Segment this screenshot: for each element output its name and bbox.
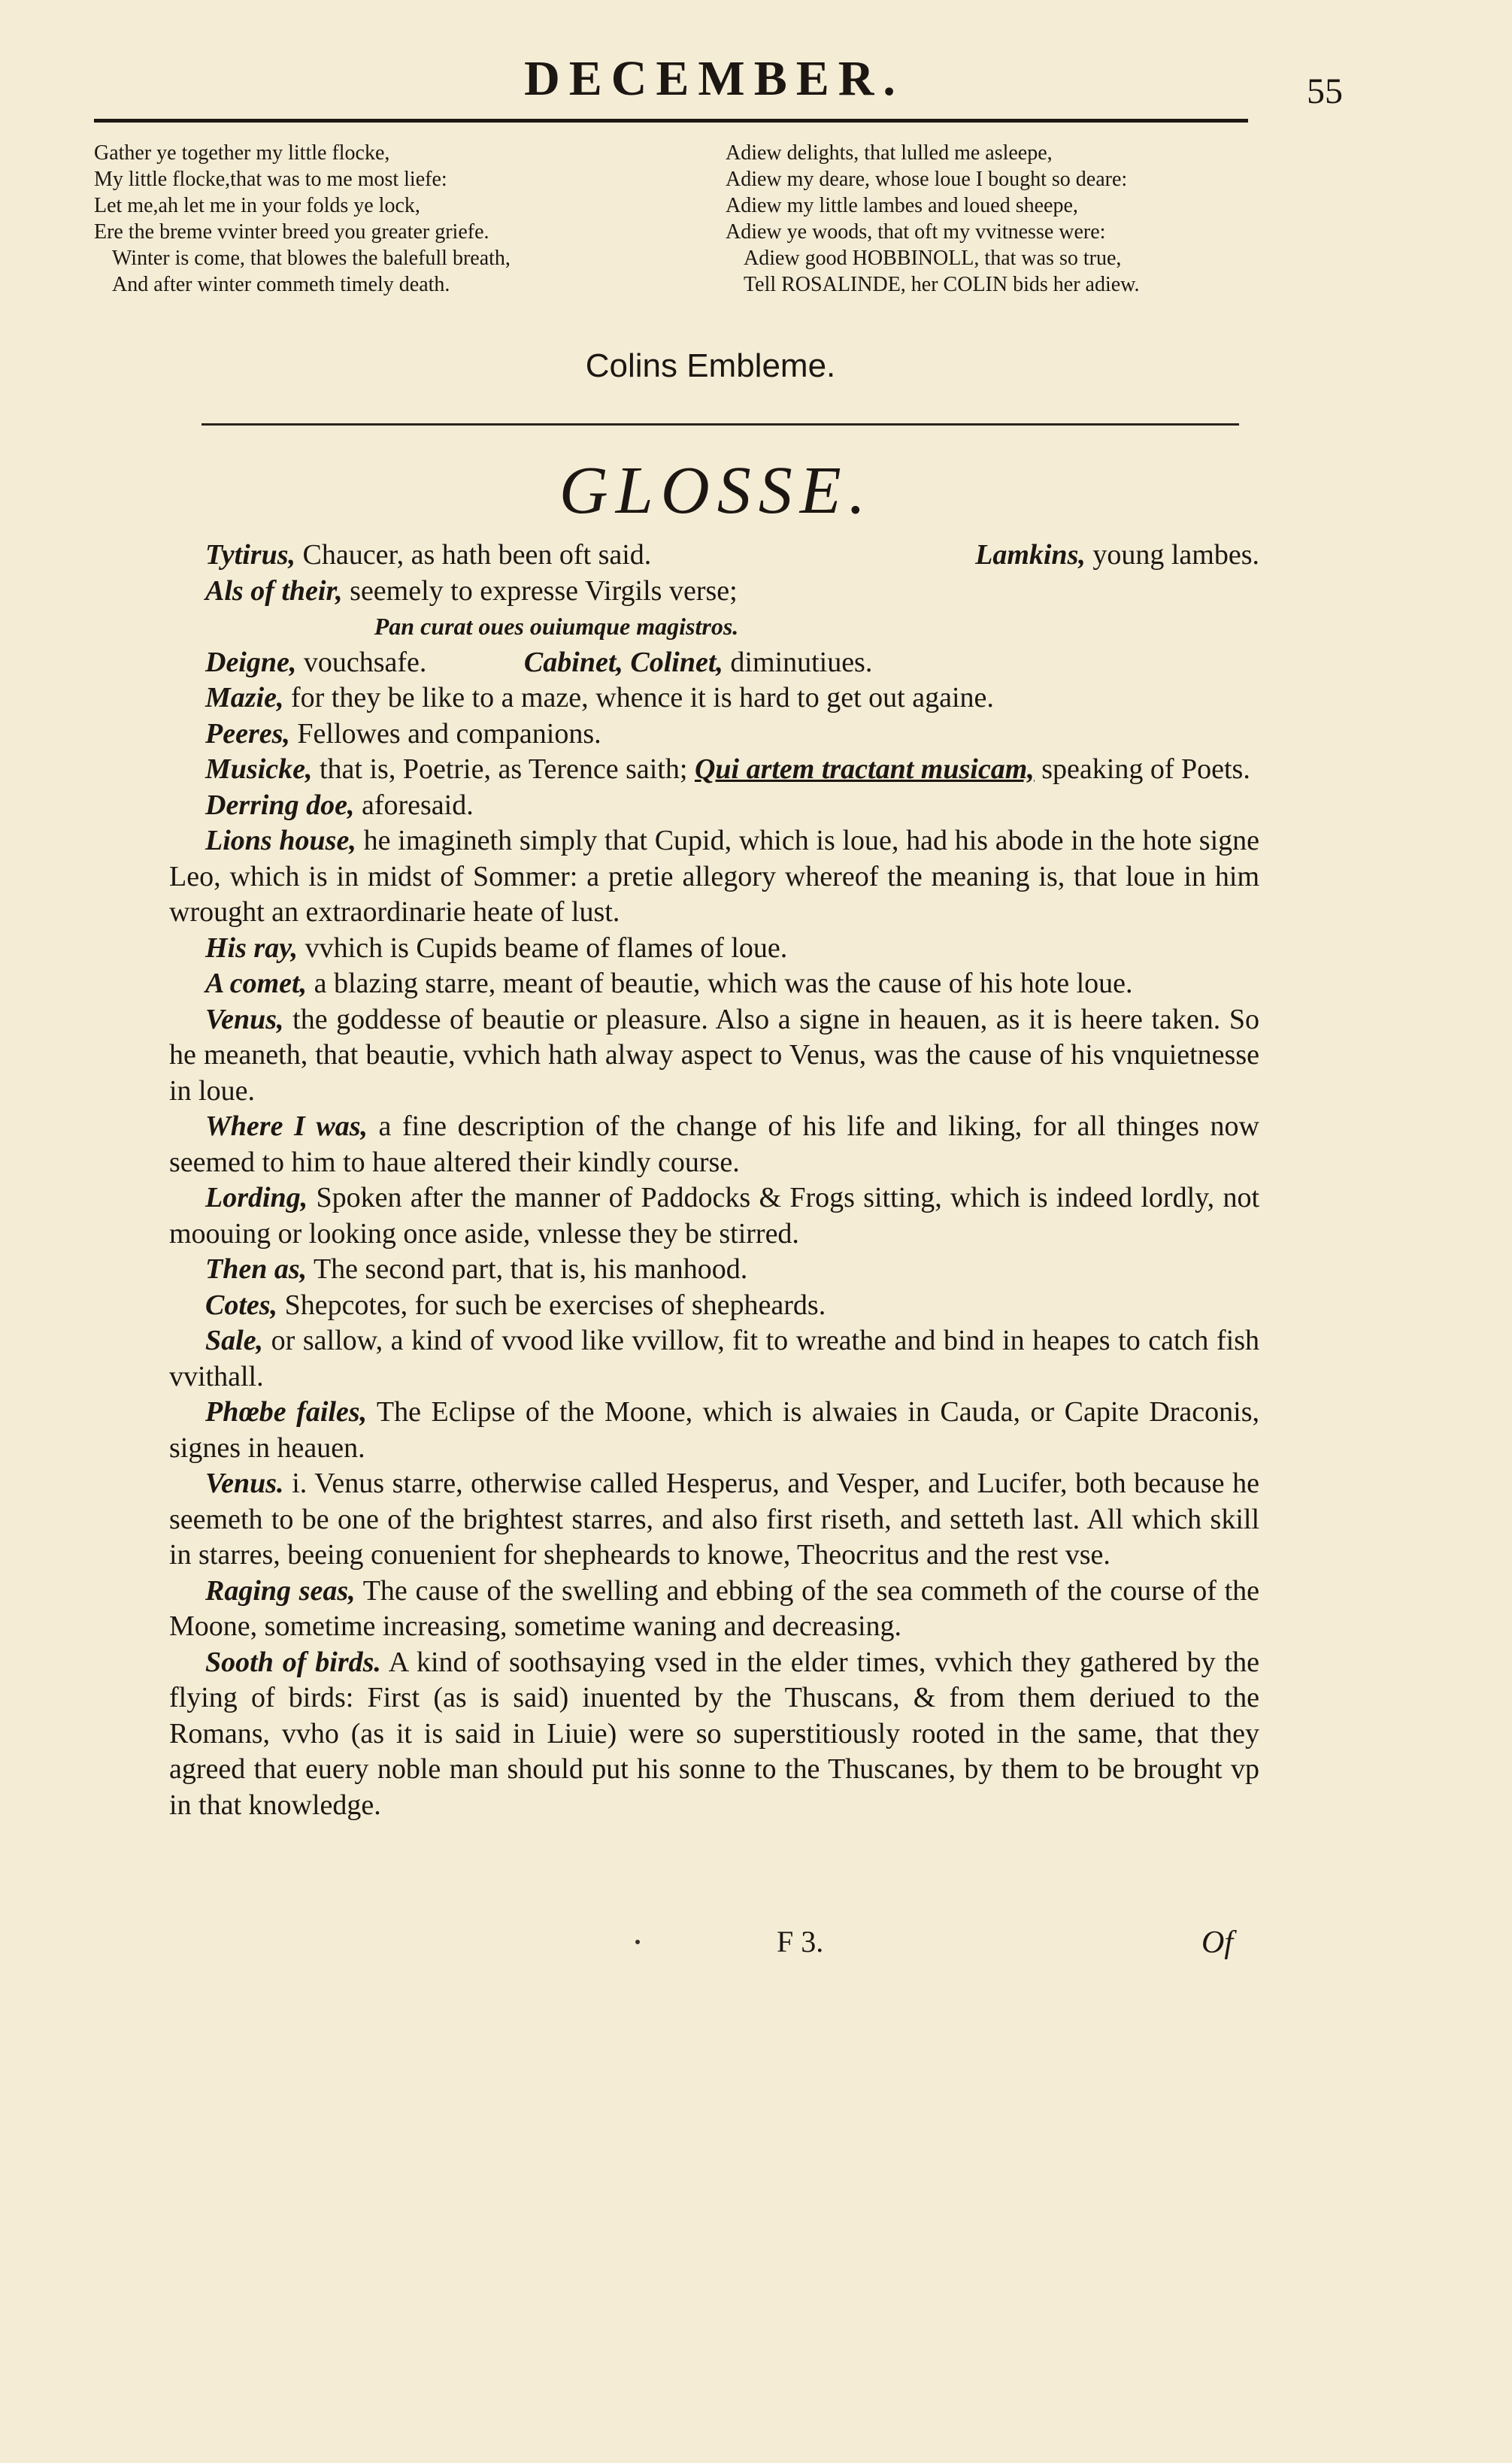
gloss-entry [169, 1395, 1259, 1466]
catchword: Of [1201, 1925, 1233, 1960]
gloss-term: Phœbe failes, [205, 1396, 368, 1428]
gloss-entry [169, 966, 1259, 1002]
gloss-text: Chaucer, as hath been oft said. [302, 539, 652, 571]
gloss-term: His ray, [205, 932, 298, 964]
gloss-term: Derring doe, [205, 789, 355, 821]
signature-mark: F 3. [777, 1925, 824, 1959]
gloss-text: The cause of the swelling and ebbing of the sea commeth of the course of the Moone, sometime increasing, sometime waning and decreasing. [169, 1574, 1259, 1642]
gloss-term: Lamkins, [975, 539, 1086, 571]
gloss-body [169, 538, 1259, 1823]
header-rule [94, 119, 1248, 123]
gloss-text: Shepcotes, for such be exercises of shepheards. [284, 1289, 826, 1321]
poem-line: Winter is come, that blowes the balefull breath, [112, 247, 511, 270]
page-number: 55 [1307, 71, 1343, 111]
poem-line: Adiew ye woods, that oft my vvitnesse were: [726, 220, 1106, 244]
gloss-entry [169, 931, 1259, 967]
latin-quotation: Pan curat oues ouiumque magistros. [374, 613, 739, 640]
gloss-entry [169, 752, 1259, 788]
gloss-entry [169, 788, 1259, 824]
running-head-title: DECEMBER. [524, 51, 904, 106]
gloss-text: Spoken after the manner of Paddocks & Frogs sitting, which is indeed lordly, not moouing or looking once aside, vnlesse they be stirred. [169, 1182, 1260, 1250]
gloss-entry [524, 647, 872, 678]
gloss-text: he imagineth simply that Cupid, which is loue, had his abode in the hote signe Leo, which is in midst of Sommer: a pretie allegory whereof the meaning is, that loue in him wrought an extraordinarie heate of lust. [169, 825, 1259, 928]
poem-left-column [94, 140, 511, 298]
gloss-term: Cotes, [205, 1289, 278, 1321]
gloss-entry [205, 647, 426, 678]
poem-line: Let me,ah let me in your folds ye lock, [94, 194, 420, 217]
emblem-heading: Colins Embleme. [585, 347, 836, 384]
gloss-term: Als of their, [205, 574, 343, 607]
glosse-heading: GLOSSE. [559, 453, 874, 528]
poem-line: Adiew good HOBBINOLL, that was so true, [744, 247, 1122, 270]
gloss-entry [205, 538, 651, 574]
gloss-entry [169, 1252, 1259, 1288]
poem-line: My little flocke,that was to me most liefe: [94, 168, 447, 191]
gloss-text: young lambes. [1092, 539, 1259, 571]
gloss-entry [169, 1002, 1259, 1110]
gloss-entry [169, 1180, 1259, 1252]
gloss-term: Raging seas, [205, 1574, 356, 1607]
gloss-term: Mazie, [205, 682, 284, 713]
gloss-term: Venus. [205, 1468, 284, 1499]
gloss-entry-row [169, 538, 1259, 574]
gloss-term: Tytirus, [205, 539, 295, 571]
gloss-entry [169, 1323, 1259, 1395]
gloss-text: A kind of soothsaying vsed in the elder times, vvhich they gathered by the flying of birds: First (as is said) inuented by the Thuscans, & from them deriued to the Romans, vvho (as it is said in Liuie) were so superstitiously rooted in the same, that they agreed that euery noble man should put his sonne to the Thuscanes, by them to be brought vp in that knowledge. [169, 1646, 1260, 1821]
poem-line: Adiew my little lambes and loued sheepe, [726, 194, 1078, 217]
gloss-term: Then as, [205, 1253, 308, 1285]
poem-right-column [726, 140, 1140, 298]
poem-line: Adiew delights, that lulled me asleepe, [726, 141, 1053, 165]
gloss-text: for they be like to a maze, whence it is hard to get out againe. [291, 682, 994, 713]
gloss-text: speaking of Poets. [1041, 753, 1250, 785]
poem-line: Adiew my deare, whose loue I bought so deare: [726, 168, 1128, 191]
gloss-text: the goddesse of beautie or pleasure. Also a signe in heauen, as it is heere taken. So he meaneth, that beautie, vvhich hath alway aspect to Venus, was the cause of his vnquietnesse in loue. [169, 1003, 1260, 1107]
gloss-text: a fine description of the change of his life and liking, for all thinges now seemed to him to haue altered their kindly course. [169, 1110, 1259, 1178]
gloss-term: Sale, [205, 1325, 264, 1356]
gloss-entry [169, 1645, 1259, 1824]
gloss-text: or sallow, a kind of vvood like vvillow, fit to wreathe and bind in heapes to catch fish vvithall. [169, 1325, 1260, 1392]
poem-line: And after winter commeth timely death. [112, 273, 450, 296]
gloss-entry [169, 680, 1259, 716]
latin-phrase: Qui artem tractant musicam, [694, 753, 1035, 785]
gloss-entry [169, 574, 1259, 610]
poem-line: Gather ye together my little flocke, [94, 141, 390, 165]
gloss-term: Deigne, [205, 646, 297, 678]
gloss-entry-row [169, 645, 1259, 681]
ink-speck [635, 1940, 640, 1944]
gloss-term: Peeres, [205, 717, 290, 750]
gloss-text: The Eclipse of the Moone, which is alwaies in Cauda, or Capite Draconis, signes in heauen. [169, 1396, 1259, 1464]
gloss-term: Venus, [205, 1003, 284, 1035]
gloss-entry [169, 1109, 1259, 1180]
gloss-text: aforesaid. [361, 789, 474, 821]
gloss-entry [169, 1466, 1259, 1574]
gloss-term: Lording, [205, 1182, 308, 1213]
gloss-entry [169, 1288, 1259, 1324]
gloss-term: Where I was, [205, 1110, 368, 1142]
gloss-text: Fellowes and companions. [297, 717, 601, 750]
gloss-entry [975, 538, 1259, 574]
poem-line: Tell ROSALINDE, her COLIN bids her adiew. [744, 273, 1140, 296]
gloss-text: a blazing starre, meant of beautie, which was the cause of his hote loue. [314, 968, 1133, 999]
gloss-text: that is, Poetrie, as Terence saith; [320, 753, 688, 785]
gloss-text: diminutiues. [730, 646, 873, 678]
gloss-term: A comet, [205, 968, 308, 999]
gloss-term: Sooth of birds. [205, 1646, 381, 1678]
section-rule [201, 423, 1239, 426]
gloss-text: vouchsafe. [303, 646, 427, 678]
gloss-text: The second part, that is, his manhood. [313, 1253, 748, 1285]
gloss-entry [169, 716, 1259, 753]
gloss-entry [169, 823, 1259, 931]
gloss-text: vvhich is Cupids beame of flames of loue. [305, 932, 788, 964]
gloss-text: i. Venus starre, otherwise called Hesperus, and Vesper, and Lucifer, both because he seemeth to be one of the brightest starres, and also first riseth, and setteth last. All which skill in starres, beeing conuenient for shepheards to knowe, Theocritus and the rest vse. [169, 1468, 1260, 1571]
gloss-term: Musicke, [205, 753, 313, 785]
gloss-term: Lions house, [205, 825, 356, 856]
gloss-text: seemely to expresse Virgils verse; [350, 574, 738, 607]
gloss-entry [169, 1574, 1259, 1645]
gloss-term: Cabinet, Colinet, [523, 646, 723, 678]
poem-line: Ere the breme vvinter breed you greater griefe. [94, 220, 489, 244]
